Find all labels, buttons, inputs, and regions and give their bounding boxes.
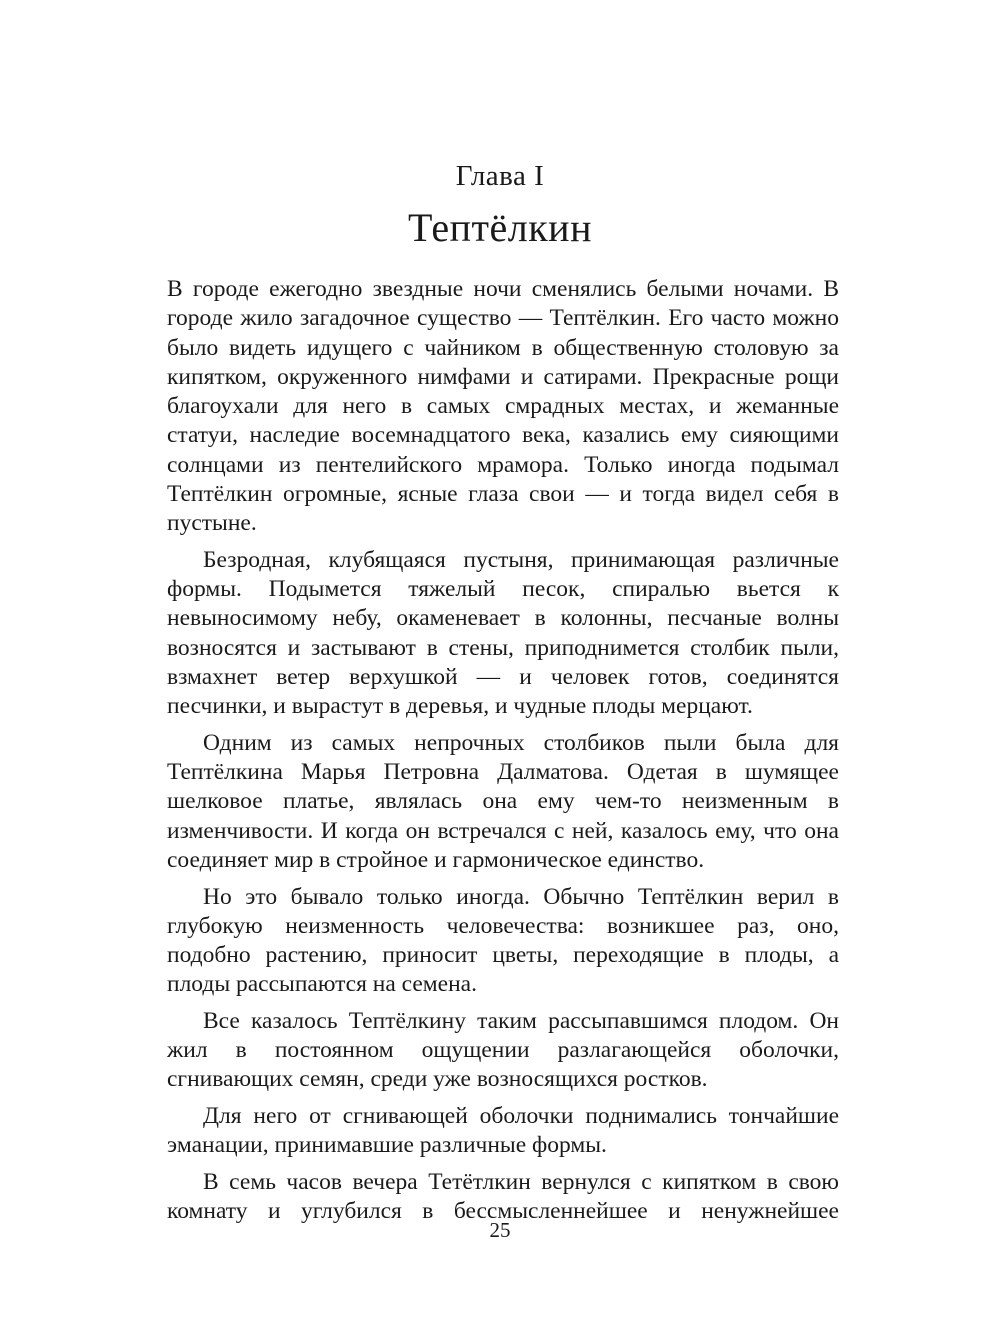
paragraph-2: Безродная, клубящаяся пустыня, принимающая различные формы. Подымется тяжелый песок, спиралью вьется к невыносимому небу, окаменевает в колонны, песчаные волны возносятся и застывают в стены, приподнимется столбик пыли, взмахнет ветер верхушкой — и человек готов, соединятся песчинки, и вырастут в деревья, и чудные плоды мерцают. xyxy=(167,546,839,720)
paragraph-4: Но это бывало только иногда. Обычно Тептёлкин верил в глубокую неизменность человечества: возникшее раз, оно, подобно растению, приносит цветы, переходящие в плоды, а плоды рассыпаются на семена. xyxy=(167,883,839,998)
paragraph-1: В городе ежегодно звездные ночи сменялись белыми ночами. В городе жило загадочное существо — Тептёлкин. Его часто можно было видеть идущего с чайником в общественную столовую за кипятком, окруженного нимфами и сатирами. Прекрасные рощи благоухали для него в самых смрадных местах, и жеманные статуи, наследие восемнадцатого века, казались ему сияющими солнцами из пентелийского мрамора. Только иногда подымал Тептёлкин огромные, ясные глаза свои — и тогда видел себя в пустыне. xyxy=(167,276,839,537)
paragraph-7: В семь часов вечера Тетётлкин вернулся с кипятком в свою комнату и углубился в бессмысленнейшее и ненужнейшее xyxy=(167,1168,839,1225)
paragraph-3: Одним из самых непрочных столбиков пыли была для Тептёлкина Марья Петровна Далматова. Одетая в шумящее шелковое платье, являлась она ему чем-то неизменным в изменчивости. И когда он встречался с ней, казалось ему, что она соединяет мир в стройное и гармоническое единство. xyxy=(167,729,839,874)
paragraph-6: Для него от сгнивающей оболочки поднимались тончайшие эманации, принимавшие различные формы. xyxy=(167,1102,839,1159)
chapter-label: Глава I xyxy=(455,160,545,192)
body-text xyxy=(167,275,839,1226)
chapter-title: Тептёлкин xyxy=(407,205,592,250)
page-number: 25 xyxy=(489,1218,511,1242)
paragraph-5: Все казалось Тептёлкину таким рассыпавшимся плодом. Он жил в постоянном ощущении разлагающейся оболочки, сгнивающих семян, среди уже возносящихся ростков. xyxy=(167,1007,839,1093)
